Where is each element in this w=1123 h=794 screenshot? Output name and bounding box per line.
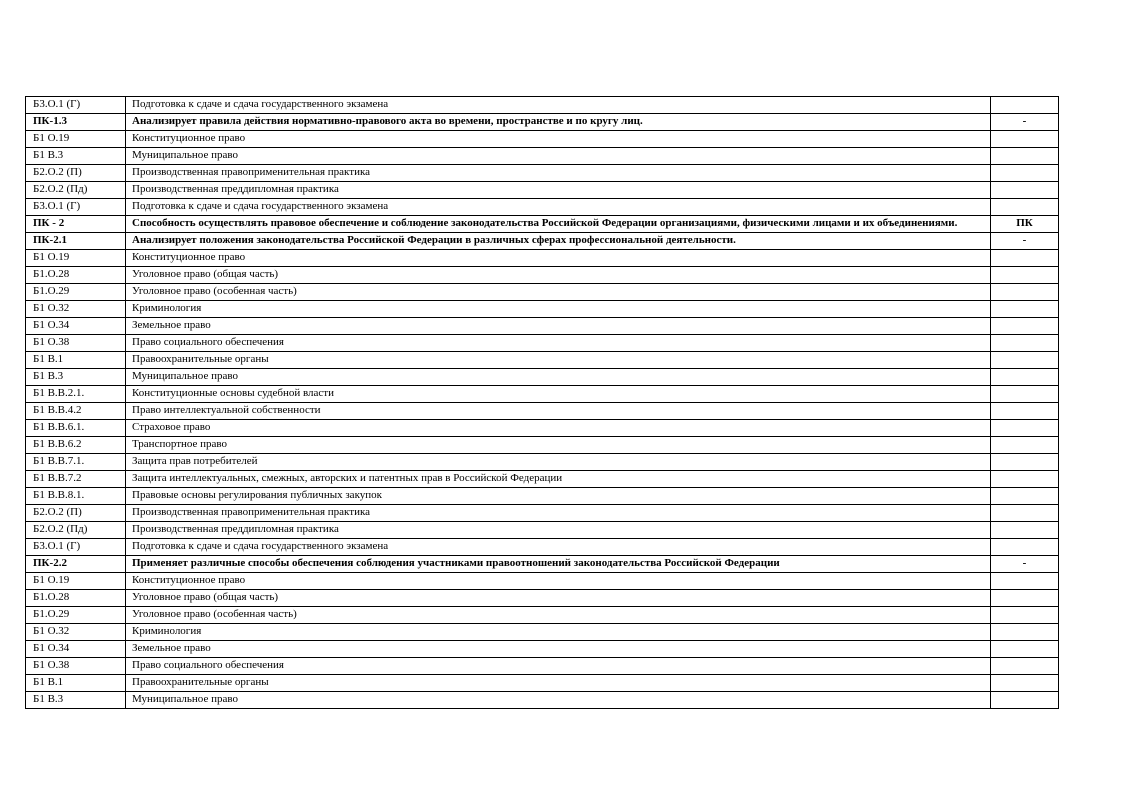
discipline-row [26, 267, 1059, 284]
row-name-cell: Криминология [126, 301, 991, 318]
row-mark-cell [991, 131, 1059, 148]
discipline-row [26, 131, 1059, 148]
row-mark-cell [991, 471, 1059, 488]
row-name-cell: Способность осуществлять правовое обеспечение и соблюдение законодательства Российской Федерации организациями, физическими лицами и их объединениями. [126, 216, 991, 233]
row-name-cell: Подготовка к сдаче и сдача государственного экзамена [126, 199, 991, 216]
row-name-cell: Конституционное право [126, 573, 991, 590]
row-name-cell: Производственная преддипломная практика [126, 522, 991, 539]
competency-row [26, 114, 1059, 131]
row-mark-cell: - [991, 556, 1059, 573]
row-mark-cell [991, 590, 1059, 607]
discipline-row [26, 403, 1059, 420]
competency-row [26, 556, 1059, 573]
discipline-row [26, 590, 1059, 607]
discipline-row [26, 284, 1059, 301]
discipline-row [26, 471, 1059, 488]
discipline-row [26, 488, 1059, 505]
row-mark-cell [991, 505, 1059, 522]
competency-row [26, 233, 1059, 250]
row-name-cell: Правоохранительные органы [126, 352, 991, 369]
discipline-row [26, 318, 1059, 335]
row-name-cell: Муниципальное право [126, 692, 991, 709]
row-name-cell: Криминология [126, 624, 991, 641]
discipline-row [26, 148, 1059, 165]
row-name-cell: Производственная правоприменительная практика [126, 165, 991, 182]
row-code-cell: Б1.О.29 [26, 284, 126, 301]
row-name-cell: Страховое право [126, 420, 991, 437]
row-mark-cell [991, 573, 1059, 590]
row-code-cell: Б1 О.38 [26, 658, 126, 675]
discipline-row [26, 505, 1059, 522]
row-mark-cell [991, 148, 1059, 165]
discipline-row [26, 522, 1059, 539]
row-name-cell: Право социального обеспечения [126, 335, 991, 352]
row-code-cell: Б1 О.32 [26, 301, 126, 318]
discipline-row [26, 182, 1059, 199]
row-mark-cell [991, 301, 1059, 318]
row-code-cell: ПК-2.2 [26, 556, 126, 573]
row-name-cell: Подготовка к сдаче и сдача государственного экзамена [126, 97, 991, 114]
row-name-cell: Земельное право [126, 641, 991, 658]
row-mark-cell [991, 539, 1059, 556]
row-name-cell: Транспортное право [126, 437, 991, 454]
row-code-cell: ПК - 2 [26, 216, 126, 233]
row-mark-cell [991, 437, 1059, 454]
row-mark-cell [991, 318, 1059, 335]
discipline-row [26, 369, 1059, 386]
row-code-cell: Б3.О.1 (Г) [26, 97, 126, 114]
row-code-cell: Б1 О.19 [26, 131, 126, 148]
row-code-cell: Б1 О.34 [26, 318, 126, 335]
row-code-cell: ПК-2.1 [26, 233, 126, 250]
discipline-row [26, 607, 1059, 624]
row-mark-cell: ПК [991, 216, 1059, 233]
row-name-cell: Муниципальное право [126, 369, 991, 386]
row-name-cell: Производственная правоприменительная практика [126, 505, 991, 522]
row-code-cell: Б1.О.29 [26, 607, 126, 624]
row-mark-cell [991, 522, 1059, 539]
competency-table [25, 96, 1059, 709]
row-mark-cell [991, 454, 1059, 471]
row-code-cell: Б1 В.1 [26, 675, 126, 692]
row-code-cell: Б2.О.2 (П) [26, 505, 126, 522]
row-mark-cell [991, 607, 1059, 624]
row-mark-cell [991, 675, 1059, 692]
discipline-row [26, 420, 1059, 437]
row-name-cell: Уголовное право (особенная часть) [126, 607, 991, 624]
discipline-row [26, 454, 1059, 471]
row-name-cell: Земельное право [126, 318, 991, 335]
row-code-cell: Б1 О.19 [26, 573, 126, 590]
discipline-row [26, 352, 1059, 369]
row-code-cell: Б2.О.2 (Пд) [26, 182, 126, 199]
row-code-cell: Б1 В.1 [26, 352, 126, 369]
row-mark-cell [991, 284, 1059, 301]
row-mark-cell [991, 624, 1059, 641]
row-name-cell: Уголовное право (общая часть) [126, 590, 991, 607]
row-mark-cell [991, 97, 1059, 114]
discipline-row [26, 301, 1059, 318]
row-name-cell: Конституционное право [126, 250, 991, 267]
row-code-cell: Б1 В.В.7.2 [26, 471, 126, 488]
row-code-cell: Б3.О.1 (Г) [26, 199, 126, 216]
row-mark-cell [991, 420, 1059, 437]
row-code-cell: Б3.О.1 (Г) [26, 539, 126, 556]
row-name-cell: Правоохранительные органы [126, 675, 991, 692]
row-code-cell: Б2.О.2 (Пд) [26, 522, 126, 539]
row-name-cell: Муниципальное право [126, 148, 991, 165]
discipline-row [26, 675, 1059, 692]
row-mark-cell [991, 641, 1059, 658]
row-name-cell: Конституционное право [126, 131, 991, 148]
row-name-cell: Подготовка к сдаче и сдача государственного экзамена [126, 539, 991, 556]
row-code-cell: Б1 В.3 [26, 692, 126, 709]
discipline-row [26, 573, 1059, 590]
row-code-cell: Б1 В.В.8.1. [26, 488, 126, 505]
row-name-cell: Защита интеллектуальных, смежных, авторских и патентных прав в Российской Федерации [126, 471, 991, 488]
row-mark-cell [991, 386, 1059, 403]
row-name-cell: Защита прав потребителей [126, 454, 991, 471]
row-code-cell: Б1 О.32 [26, 624, 126, 641]
discipline-row [26, 97, 1059, 114]
row-code-cell: Б1 О.38 [26, 335, 126, 352]
row-code-cell: Б1 О.19 [26, 250, 126, 267]
row-code-cell: Б1 О.34 [26, 641, 126, 658]
row-name-cell: Анализирует положения законодательства Российской Федерации в различных сферах профессиональной деятельности. [126, 233, 991, 250]
row-mark-cell [991, 369, 1059, 386]
row-code-cell: Б1 В.В.7.1. [26, 454, 126, 471]
row-code-cell: Б1 В.В.2.1. [26, 386, 126, 403]
row-code-cell: ПК-1.3 [26, 114, 126, 131]
row-mark-cell [991, 692, 1059, 709]
discipline-row [26, 250, 1059, 267]
discipline-row [26, 386, 1059, 403]
row-mark-cell [991, 199, 1059, 216]
row-code-cell: Б1.О.28 [26, 590, 126, 607]
row-code-cell: Б1 В.3 [26, 369, 126, 386]
row-mark-cell [991, 182, 1059, 199]
row-name-cell: Уголовное право (особенная часть) [126, 284, 991, 301]
row-name-cell: Правовые основы регулирования публичных закупок [126, 488, 991, 505]
discipline-row [26, 539, 1059, 556]
discipline-row [26, 199, 1059, 216]
discipline-row [26, 692, 1059, 709]
row-code-cell: Б1 В.В.6.2 [26, 437, 126, 454]
row-mark-cell [991, 267, 1059, 284]
discipline-row [26, 624, 1059, 641]
row-mark-cell [991, 335, 1059, 352]
row-mark-cell [991, 250, 1059, 267]
discipline-row [26, 658, 1059, 675]
row-name-cell: Право интеллектуальной собственности [126, 403, 991, 420]
discipline-row [26, 437, 1059, 454]
discipline-row [26, 165, 1059, 182]
row-mark-cell [991, 352, 1059, 369]
row-mark-cell [991, 403, 1059, 420]
row-code-cell: Б1.О.28 [26, 267, 126, 284]
row-code-cell: Б1 В.В.4.2 [26, 403, 126, 420]
row-name-cell: Конституционные основы судебной власти [126, 386, 991, 403]
row-name-cell: Производственная преддипломная практика [126, 182, 991, 199]
row-code-cell: Б1 В.В.6.1. [26, 420, 126, 437]
competency-table-body [26, 97, 1059, 709]
row-name-cell: Уголовное право (общая часть) [126, 267, 991, 284]
discipline-row [26, 641, 1059, 658]
discipline-row [26, 335, 1059, 352]
competency-row [26, 216, 1059, 233]
row-code-cell: Б1 В.3 [26, 148, 126, 165]
row-code-cell: Б2.О.2 (П) [26, 165, 126, 182]
row-mark-cell: - [991, 233, 1059, 250]
row-mark-cell: - [991, 114, 1059, 131]
row-mark-cell [991, 488, 1059, 505]
row-mark-cell [991, 165, 1059, 182]
row-name-cell: Право социального обеспечения [126, 658, 991, 675]
row-name-cell: Анализирует правила действия нормативно-правового акта во времени, пространстве и по кругу лиц. [126, 114, 991, 131]
row-mark-cell [991, 658, 1059, 675]
row-name-cell: Применяет различные способы обеспечения соблюдения участниками правоотношений законодательства Российской Федерации [126, 556, 991, 573]
